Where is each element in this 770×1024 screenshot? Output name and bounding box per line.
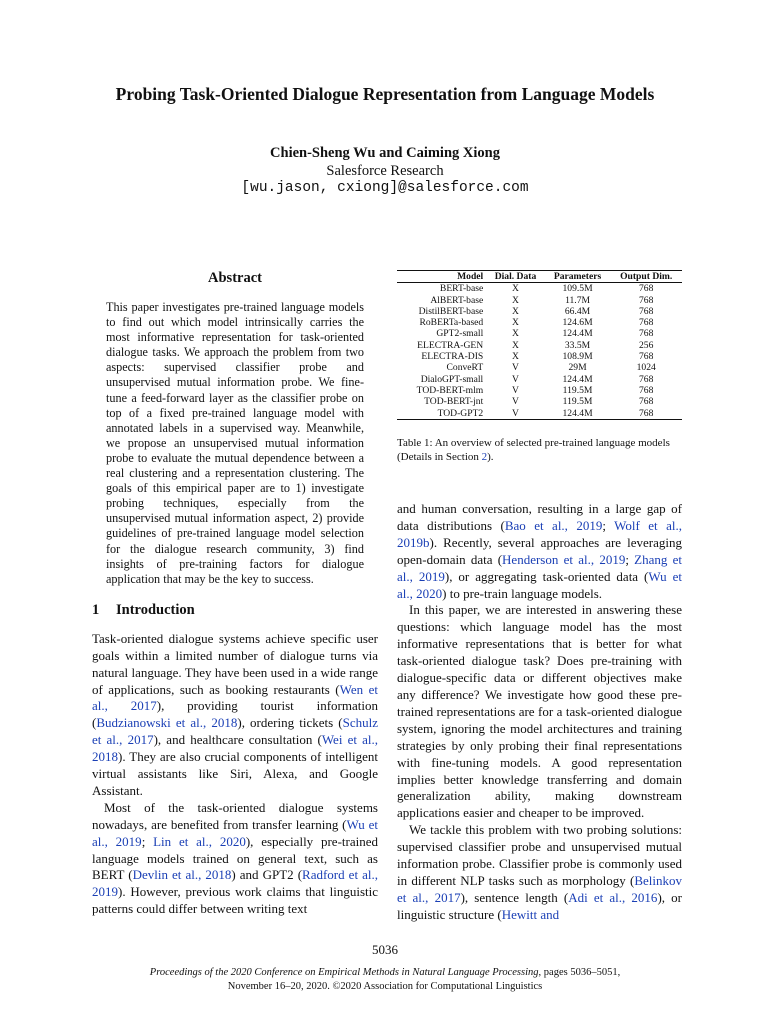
table-header-row: [397, 271, 682, 283]
model-name-cell: DialoGPT-small: [420, 373, 484, 385]
text-run: ) to pre-train language models.: [442, 585, 603, 601]
text-run: ). Recently, several approaches are leveraging open-domain data (: [397, 534, 682, 567]
text-run: ). However, previous work claims that linguistic patterns could differ between writing text: [92, 884, 378, 917]
table-1: [397, 270, 682, 420]
text-run: ), sentence length (: [460, 889, 569, 905]
output-dim-cell: 256: [638, 339, 654, 351]
text-run: ), or linguistic structure (: [397, 889, 683, 922]
citation-link[interactable]: Wen et al., 2017: [92, 681, 378, 714]
parameters-cell: 119.5M: [562, 384, 593, 396]
text-run: ), ordering tickets (: [237, 715, 343, 731]
text-run: Table 1: An overview of selected pre-trained language models (Details in Section: [397, 436, 670, 463]
text-run: ) and GPT2 (: [231, 867, 303, 883]
model-name-cell: AlBERT-base: [430, 294, 484, 306]
footer-line-2: November 16–20, 2020. ©2020 Association for Computational Linguistics: [227, 981, 543, 992]
dial-data-cell: X: [512, 339, 519, 351]
model-name-cell: DistilBERT-base: [418, 305, 484, 317]
dial-data-cell: X: [512, 305, 519, 317]
dial-data-cell: X: [512, 351, 519, 363]
intro-paragraph-5: [397, 822, 682, 923]
table-row: [397, 351, 682, 362]
output-dim-cell: 1024: [636, 362, 656, 374]
text-run: ), especially pre-trained language models trained on general text, such as BERT (: [92, 833, 378, 883]
footer-pages: , pages 5036–5051,: [538, 967, 621, 978]
model-name-cell: ELECTRA-DIS: [421, 351, 484, 363]
parameters-cell: 33.5M: [564, 339, 591, 351]
right-column-table: [397, 270, 682, 464]
parameters-cell: 29M: [568, 362, 587, 374]
page-number: 5036: [372, 942, 398, 957]
table-body: [397, 283, 682, 420]
right-column-text: [397, 501, 682, 924]
model-name-cell: BERT-base: [439, 283, 484, 295]
output-dim-cell: 768: [638, 294, 654, 306]
dial-data-cell: X: [512, 283, 519, 295]
text-run: ;: [602, 517, 615, 533]
output-dim-cell: 768: [638, 317, 654, 329]
citation-link[interactable]: Bao et al., 2019: [504, 517, 603, 533]
citation-link[interactable]: Belinkov et al., 2017: [397, 872, 682, 905]
table-row: [397, 362, 682, 373]
citation-link[interactable]: Schulz et al., 2017: [92, 715, 378, 748]
author-email: [wu.jason, cxiong]@salesforce.com: [241, 180, 529, 196]
dial-data-cell: X: [512, 317, 519, 329]
citation-link[interactable]: Wu et al., 2019: [92, 816, 379, 849]
citation-link[interactable]: Devlin et al., 2018: [132, 867, 232, 883]
dial-data-cell: X: [512, 294, 519, 306]
table-row: [397, 328, 682, 339]
table-row: [397, 340, 682, 351]
dial-data-cell: V: [512, 384, 519, 396]
model-name-cell: ConveRT: [446, 362, 484, 374]
table-row: [397, 385, 682, 396]
parameters-cell: 124.6M: [562, 317, 593, 329]
citation-link[interactable]: Wei et al., 2018: [92, 732, 379, 765]
parameters-cell: 66.4M: [564, 305, 591, 317]
citation-link[interactable]: Lin et al., 2020: [153, 833, 246, 849]
output-dim-cell: 768: [638, 407, 654, 419]
intro-paragraph-2: [92, 800, 378, 918]
citation-link[interactable]: Budzianowski et al., 2018: [96, 715, 238, 731]
table-header-model: Model: [457, 271, 484, 282]
parameters-cell: 108.9M: [562, 351, 593, 363]
text-run: ).: [487, 450, 494, 463]
text-run: ;: [625, 551, 635, 567]
model-name-cell: TOD-BERT-jnt: [424, 396, 484, 408]
text-run: ), providing tourist information (: [92, 698, 378, 731]
table-row: [397, 408, 682, 420]
footer-venue: Proceedings of the 2020 Conference on Empirical Methods in Natural Language Processing: [149, 967, 539, 978]
citation-link[interactable]: Radford et al., 2019: [92, 867, 378, 900]
author-names: Chien-Sheng Wu and Caiming Xiong: [270, 145, 500, 161]
output-dim-cell: 768: [638, 305, 654, 317]
text-run: ), or aggregating task-oriented data (: [444, 568, 649, 584]
citation-link[interactable]: Hewitt and: [501, 906, 560, 922]
table-row: [397, 374, 682, 385]
intro-paragraph-3: [397, 501, 682, 602]
table-row: [397, 283, 682, 295]
section-number: 1: [92, 601, 100, 618]
page-footer: [0, 966, 770, 994]
output-dim-cell: 768: [638, 373, 654, 385]
parameters-cell: 124.4M: [562, 373, 593, 385]
abstract-heading: Abstract: [208, 270, 262, 286]
paper-title: Probing Task-Oriented Dialogue Representation from Language Models: [115, 84, 655, 104]
table-header-dial-data: Dial. Data: [494, 271, 537, 282]
text-run: ;: [141, 833, 154, 849]
dial-data-cell: V: [512, 407, 519, 419]
parameters-cell: 119.5M: [562, 396, 593, 408]
citation-link[interactable]: Wolf et al., 2019b: [397, 517, 682, 550]
table-row: [397, 396, 682, 407]
section-heading-introduction: [92, 602, 378, 619]
text-run: ), and healthcare consultation (: [153, 732, 322, 748]
left-column: [92, 270, 378, 918]
output-dim-cell: 768: [638, 283, 654, 295]
dial-data-cell: V: [512, 362, 519, 374]
text-run: We tackle this problem with two probing solutions: supervised classifier probe and unsupervised mutual information probe. Classifier probe is commonly used in different NLP tasks such as morphology (: [397, 822, 682, 888]
table-header-output-dim: Output Dim.: [620, 271, 673, 282]
text-run: Task-oriented dialogue systems achieve specific user goals within a limited number of dialogue turns via natural language. They have been used in a wide range of applications, such as booking restaurants (: [92, 630, 378, 697]
output-dim-cell: 768: [638, 351, 654, 363]
footer-line-1: [0, 966, 770, 980]
citation-link[interactable]: Zhang et al., 2019: [397, 551, 682, 584]
citation-link[interactable]: Wu et al., 2020: [397, 568, 682, 601]
citation-link[interactable]: Henderson et al., 2019: [502, 551, 626, 567]
dial-data-cell: V: [512, 373, 519, 385]
model-name-cell: TOD-GPT2: [437, 407, 484, 419]
intro-paragraph-1: [92, 631, 378, 800]
table-caption: [397, 436, 682, 464]
model-name-cell: GPT2-small: [436, 328, 484, 340]
intro-paragraph-4: In this paper, we are interested in answering these questions: which language model has the most informative representations that is better for what task-oriented dialogue task? Does pre-training with dialogue-specific data or different objectives make any difference? We investigate how good these pre-trained representations are for a task-oriented dialogue system, ignoring the model architectures and training strategies by only probing their final representations with fine-tuning models. A good representation implies better knowledge transferring and domain generalization ability, making downstream applications easier and cheaper to be improved.: [397, 602, 682, 821]
table-row: [397, 306, 682, 317]
parameters-cell: 11.7M: [565, 294, 591, 306]
abstract-text: This paper investigates pre-trained language models to find out which model intrinsically carries the most informative representation for task-oriented dialogue tasks. We approach the problem from two aspects: supervised classifier probe and unsupervised mutual information probe. We fine-tune a feed-forward layer as the classifier probe on top of a fixed pre-trained language model with annotated labels in a supervised way. Meanwhile, we propose an unsupervised mutual information probe to evaluate the mutual dependence between a real clustering and a representation clustering. The goals of this empirical paper are to 1) investigate probing techniques, especially from the unsupervised mutual information aspect, 2) provide guidelines of pre-trained language model selection for the dialogue research community, 3) find insights of pre-training factors for dialogue application that may be the key to success.: [106, 300, 364, 586]
text-run: Most of the task-oriented dialogue systems nowadays, are benefited from transfer learning (: [92, 799, 378, 832]
model-name-cell: ELECTRA-GEN: [417, 339, 484, 351]
affiliation: Salesforce Research: [326, 163, 444, 179]
text-run: ). They are also crucial components of intelligent virtual assistants like Siri, Alexa, and Google Assistant.: [92, 749, 378, 798]
citation-link[interactable]: Adi et al., 2016: [568, 889, 658, 905]
output-dim-cell: 768: [638, 384, 654, 396]
model-name-cell: TOD-BERT-mlm: [416, 384, 484, 396]
table-header-parameters: Parameters: [553, 271, 602, 282]
parameters-cell: 124.4M: [562, 328, 593, 340]
table-row: [397, 317, 682, 328]
parameters-cell: 109.5M: [562, 283, 593, 295]
model-name-cell: RoBERTa-based: [419, 317, 484, 329]
table-row: [397, 295, 682, 306]
section-reference-link[interactable]: 2: [481, 450, 488, 463]
dial-data-cell: X: [512, 328, 519, 340]
output-dim-cell: 768: [638, 396, 654, 408]
output-dim-cell: 768: [638, 328, 654, 340]
text-run: and human conversation, resulting in a large gap of data distributions (: [397, 501, 682, 533]
section-title: Introduction: [116, 601, 195, 618]
parameters-cell: 124.4M: [562, 407, 593, 419]
dial-data-cell: V: [512, 396, 519, 408]
